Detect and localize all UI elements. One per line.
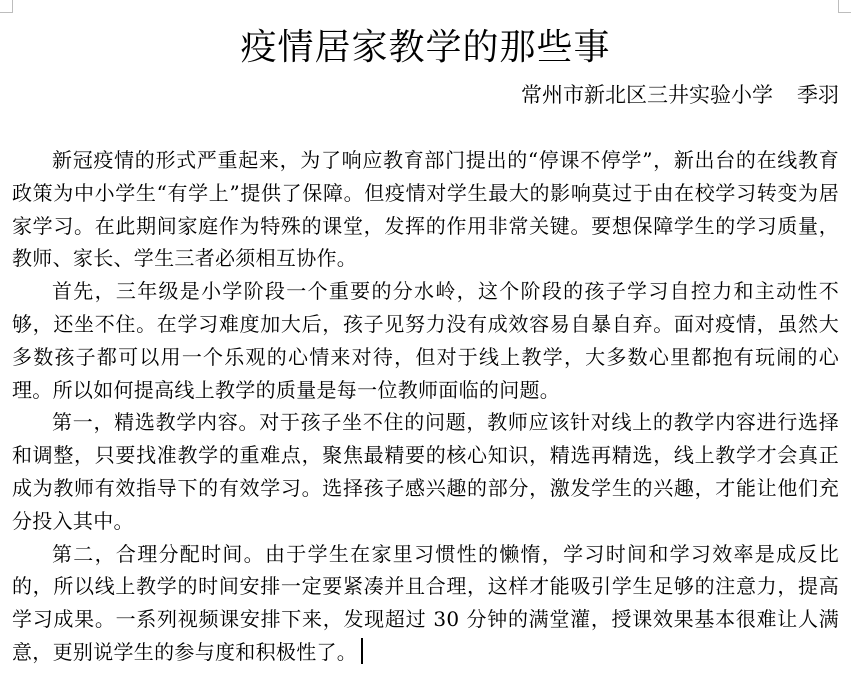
paragraph-first: 首先，三年级是小学阶段一个重要的分水岭，这个阶段的孩子学习自控力和主动性不够，还坐不住。在学习难度加大后，孩子见努力没有成效容易自暴自弃。面对疫情，虽然大多数孩子都可以用一个乐观的心情来对待，但对于线上教学，大多数心里都抱有玩闹的心理。所以如何提高线上教学的质量是每一位教师面临的问题。: [12, 279, 839, 402]
page-corner-mark-right: [838, 0, 851, 13]
paragraph-point-one: 第一，精选教学内容。对于孩子坐不住的问题，教师应该针对线上的教学内容进行选择和调整，只要找准教学的重难点，聚焦最精要的核心知识，精选再精选，线上教学才会真正成为教师有效指导下的有效学习。选择孩子感兴趣的部分，激发学生的兴趣，才能让他们充分投入其中。: [12, 410, 839, 533]
school-name: 常州市新北区三井实验小学: [521, 83, 773, 107]
author-byline: [521, 80, 839, 110]
paragraph-intro: 新冠疫情的形式严重起来，为了响应教育部门提出的“停课不停学”，新出台的在线教育政策为中小学生“有学上”提供了保障。但疫情对学生最大的影响莫过于由在校学习转变为居家学习。在此期间家庭作为特殊的课堂，发挥的作用非常关键。要想保障学生的学习质量，教师、家长、学生三者必须相互协作。: [12, 148, 839, 271]
author-name: 季羽: [797, 83, 839, 107]
paragraph-point-two-text: 第二，合理分配时间。由于学生在家里习惯性的懒惰，学习时间和学习效率是成反比的，所以线上教学的时间安排一定要紧凑并且合理，这样才能吸引学生足够的注意力，提高学习成果。一系列视频课安排下来，发现超过 30 分钟的满堂灌，授课效果基本很难让人满意，更别说学生的参与度和积极性了。: [12, 541, 839, 664]
paragraph-point-two: [12, 538, 839, 669]
page-corner-mark-left: [0, 0, 13, 13]
document-title: 疫情居家教学的那些事: [240, 27, 611, 68]
document-body[interactable]: [12, 144, 839, 669]
text-cursor: [361, 638, 363, 664]
